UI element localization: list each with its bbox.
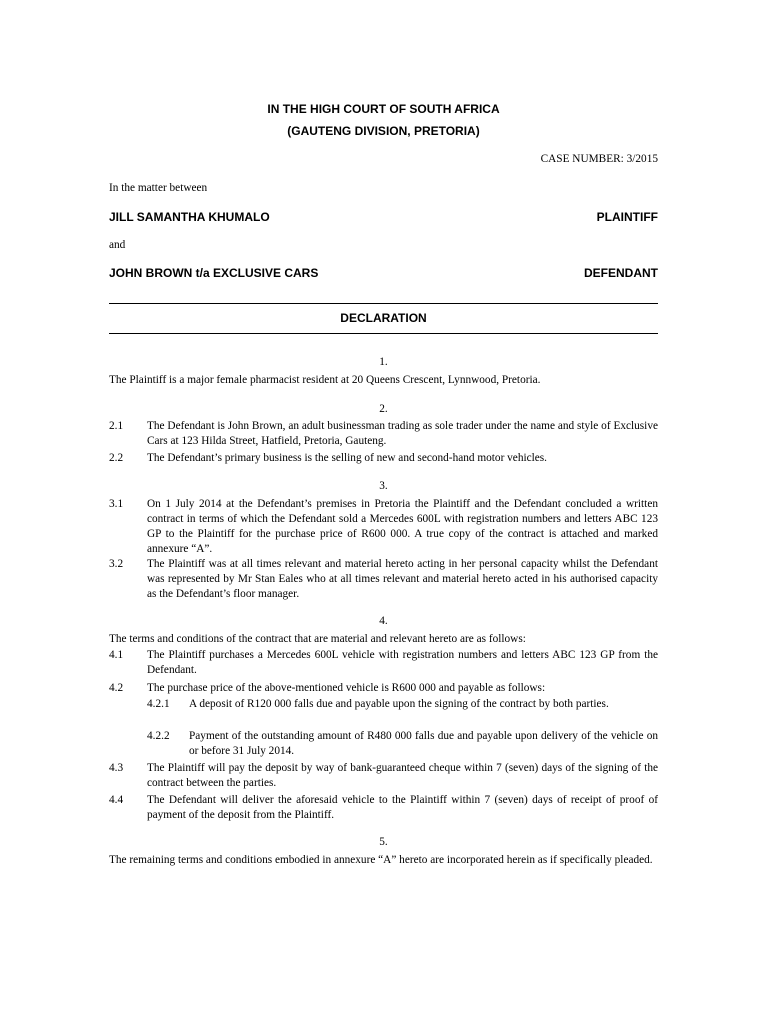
paragraph-2-2: The Defendant’s primary business is the selling of new and second-hand motor vehicles. [147, 452, 547, 464]
parties-and: and [109, 239, 126, 251]
section-5-number: 5. [379, 836, 388, 848]
title-top-rule [109, 303, 658, 304]
title-bottom-rule [109, 333, 658, 334]
paragraph-number: 2.2 [109, 452, 124, 464]
section-1-number: 1. [379, 356, 388, 368]
defendant-name: JOHN BROWN t/a EXCLUSIVE CARS [109, 266, 319, 280]
paragraph-number: 3.2 [109, 558, 124, 570]
paragraph-number: 2.1 [109, 420, 124, 432]
paragraph-number: 4.3 [109, 762, 124, 774]
paragraph-number: 4.4 [109, 794, 124, 806]
section-3-number: 3. [379, 480, 388, 492]
paragraph-number: 3.1 [109, 498, 124, 510]
paragraph-4-3: The Plaintiff will pay the deposit by way of bank-guaranteed cheque within 7 (seven) days of the signing of the contract between the parties. [147, 762, 658, 789]
case-number: CASE NUMBER: 3/2015 [540, 153, 658, 165]
paragraph-4-4: The Defendant will deliver the aforesaid vehicle to the Plaintiff within 7 (seven) days of receipt of proof of payment of the deposit from the Plaintiff. [147, 794, 658, 821]
defendant-role: DEFENDANT [584, 266, 658, 280]
section-2-number: 2. [379, 403, 388, 415]
document-title: DECLARATION [340, 311, 427, 325]
section-4-number: 4. [379, 615, 388, 627]
parties-intro: In the matter between [109, 182, 208, 194]
subparagraph-4-2-1: A deposit of R120 000 falls due and payable upon the signing of the contract by both parties. [189, 698, 609, 710]
paragraph-3-1: On 1 July 2014 at the Defendant’s premises in Pretoria the Plaintiff and the Defendant concluded a written contract in terms of which the Defendant sold a Mercedes 600L with registration numbers and letters ABC 123 GP to the Plaintiff for the purchase price of R600 000. A true copy of the contract is attached and marked annexure “A”. [147, 498, 658, 555]
division-heading: (GAUTENG DIVISION, PRETORIA) [287, 124, 480, 138]
section-5-text: The remaining terms and conditions embodied in annexure “A” hereto are incorporated herein as if specifically pleaded. [109, 854, 653, 866]
subparagraph-number: 4.2.2 [147, 730, 170, 742]
subparagraph-4-2-2: Payment of the outstanding amount of R480 000 falls due and payable upon delivery of the vehicle on or before 31 July 2014. [189, 730, 658, 757]
paragraph-number: 4.2 [109, 682, 124, 694]
section-4-intro: The terms and conditions of the contract that are material and relevant hereto are as follows: [109, 633, 526, 645]
paragraph-4-1: The Plaintiff purchases a Mercedes 600L vehicle with registration numbers and letters ABC 123 GP from the Defendant. [147, 649, 658, 676]
section-1-text: The Plaintiff is a major female pharmacist resident at 20 Queens Crescent, Lynnwood, Pretoria. [109, 374, 541, 386]
plaintiff-role: PLAINTIFF [596, 210, 658, 224]
paragraph-2-1: The Defendant is John Brown, an adult businessman trading as sole trader under the name and style of Exclusive Cars at 123 Hilda Street, Hatfield, Pretoria, Gauteng. [147, 420, 658, 447]
subparagraph-number: 4.2.1 [147, 698, 170, 710]
plaintiff-name: JILL SAMANTHA KHUMALO [109, 210, 270, 224]
court-heading: IN THE HIGH COURT OF SOUTH AFRICA [267, 102, 500, 116]
paragraph-4-2: The purchase price of the above-mentioned vehicle is R600 000 and payable as follows: [147, 682, 546, 694]
paragraph-number: 4.1 [109, 649, 124, 661]
paragraph-3-2: The Plaintiff was at all times relevant and material hereto acting in her personal capacity whilst the Defendant was represented by Mr Stan Eales who at all times relevant and material hereto acted in his authorised capacity as the Defendant’s floor manager. [147, 558, 658, 600]
